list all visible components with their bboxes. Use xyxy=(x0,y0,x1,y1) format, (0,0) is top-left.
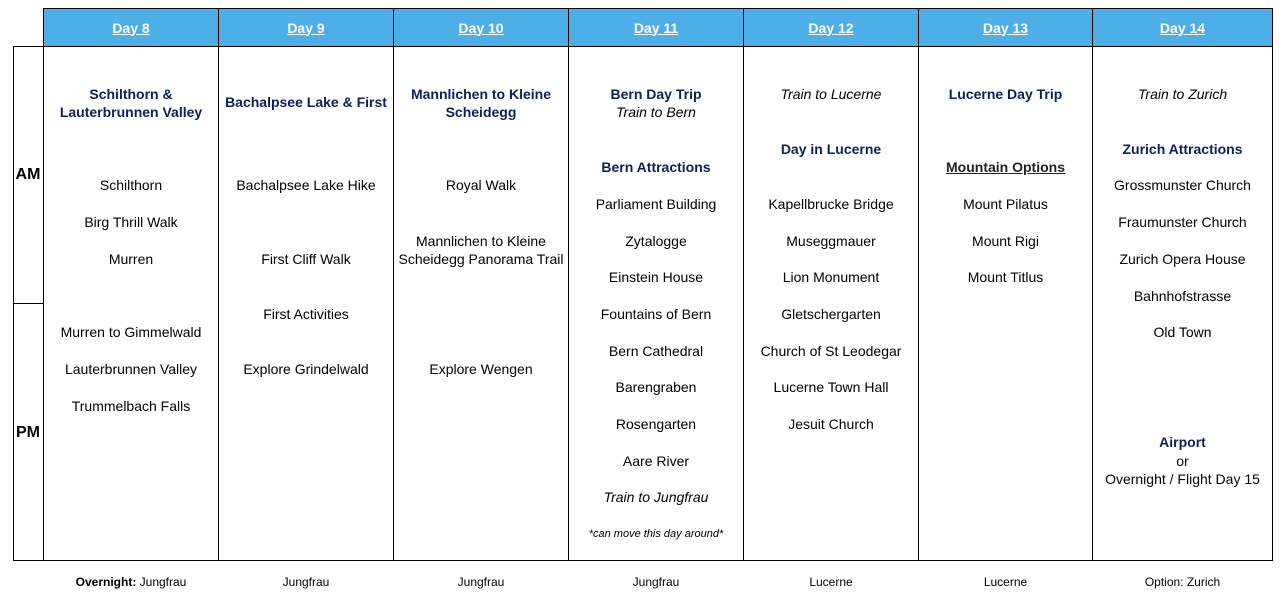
activity-item: Parliament Building xyxy=(595,196,717,212)
train-note: Train to Jungfrau xyxy=(603,489,709,505)
grid-line xyxy=(1272,8,1273,561)
footer-overnight-day8 xyxy=(44,575,218,589)
footer-overnight-day9: Jungfrau xyxy=(282,575,330,589)
footer-overnight-day13: Lucerne xyxy=(983,575,1028,589)
activity-item: Einstein House xyxy=(608,269,704,285)
move-note: *can move this day around* xyxy=(588,528,724,540)
activity-item: Grossmunster Church xyxy=(1114,177,1251,193)
activity-item: Mount Pilatus xyxy=(963,196,1048,212)
day12-subtitle: Train to Lucerne xyxy=(780,86,882,102)
zurich-attractions-heading: Zurich Attractions xyxy=(1122,141,1243,157)
am-label: AM xyxy=(15,166,41,183)
activity-item: Royal Walk xyxy=(445,177,517,193)
day9-title: Bachalpsee Lake & First xyxy=(225,94,387,110)
activity-item: Zurich Opera House xyxy=(1119,251,1246,267)
activity-item: Gletschergarten xyxy=(781,306,881,322)
day11-subtitle: Train to Bern xyxy=(616,104,696,120)
grid-line xyxy=(13,560,1273,561)
activity-item: Old Town xyxy=(1153,324,1212,340)
grid-line xyxy=(13,47,14,561)
activity-item: Kapellbrucke Bridge xyxy=(768,196,894,212)
activity-item: Museggmauer xyxy=(786,233,876,249)
activity-item: Murren to Gimmelwald xyxy=(60,324,202,340)
mountain-options-heading: Mountain Options xyxy=(946,159,1065,175)
pm-label: PM xyxy=(16,424,40,441)
footer-overnight-day11: Jungfrau xyxy=(632,575,680,589)
overnight-flight-text: Overnight / Flight Day 15 xyxy=(1105,471,1260,487)
footer-overnight-day10: Jungfrau xyxy=(457,575,505,589)
footer-overnight-day12: Lucerne xyxy=(809,575,853,589)
day-header-10: Day 10 xyxy=(458,19,504,36)
airport-heading: Airport xyxy=(1159,434,1206,450)
day-header-8: Day 8 xyxy=(112,19,150,36)
activity-item: Zytalogge xyxy=(625,233,687,249)
activity-item: Barengraben xyxy=(615,379,697,395)
footer-overnight-day14: Option: Zurich xyxy=(1144,575,1221,589)
activity-item: Fountains of Bern xyxy=(600,306,712,322)
overnight-place: Jungfrau xyxy=(139,575,187,589)
grid-line xyxy=(218,8,219,561)
activity-item: Jesuit Church xyxy=(788,416,874,432)
day10-title: Mannlichen to Kleine Scheidegg xyxy=(410,86,551,120)
activity-item: First Cliff Walk xyxy=(261,251,351,267)
grid-line xyxy=(13,303,44,304)
day-header-12: Day 12 xyxy=(808,19,854,36)
activity-item: Murren xyxy=(108,251,154,267)
day11-title: Bern Day Trip xyxy=(610,86,702,102)
day12-title: Day in Lucerne xyxy=(780,141,882,157)
activity-item: Rosengarten xyxy=(615,416,697,432)
overnight-label: Overnight: xyxy=(75,575,137,589)
activity-item: Bern Cathedral xyxy=(608,343,704,359)
activity-item: Lion Monument xyxy=(782,269,880,285)
activity-item: Explore Wengen xyxy=(429,361,533,377)
day-header-14: Day 14 xyxy=(1159,19,1206,36)
bern-attractions-heading: Bern Attractions xyxy=(601,159,711,175)
activity-item: Birg Thrill Walk xyxy=(84,214,178,230)
activity-item: Schilthorn xyxy=(99,177,163,193)
activity-item: Trummelbach Falls xyxy=(71,398,191,414)
day13-title: Lucerne Day Trip xyxy=(948,86,1063,102)
activity-item: First Activities xyxy=(263,306,349,322)
day-header-9: Day 9 xyxy=(287,19,325,36)
day-header-13: Day 13 xyxy=(982,19,1029,36)
day-header-11: Day 11 xyxy=(633,19,679,36)
day8-title: Schilthorn & Lauterbrunnen Valley xyxy=(59,86,203,120)
day14-subtitle: Train to Zurich xyxy=(1137,86,1228,102)
activity-item: Lucerne Town Hall xyxy=(773,379,889,395)
or-text: or xyxy=(1176,453,1189,469)
activity-item: Mount Rigi xyxy=(972,233,1039,249)
activity-item: Bahnhofstrasse xyxy=(1133,288,1232,304)
activity-item: Bachalpsee Lake Hike xyxy=(236,177,376,193)
activity-item: Aare River xyxy=(622,453,690,469)
activity-item: Explore Grindelwald xyxy=(243,361,369,377)
activity-item: Mannlichen to Kleine Scheidegg Panorama Trail xyxy=(398,233,564,267)
activity-item: Fraumunster Church xyxy=(1118,214,1247,230)
activity-item: Church of St Leodegar xyxy=(760,343,902,359)
activity-item: Lauterbrunnen Valley xyxy=(64,361,198,377)
activity-item: Mount Titlus xyxy=(967,269,1044,285)
